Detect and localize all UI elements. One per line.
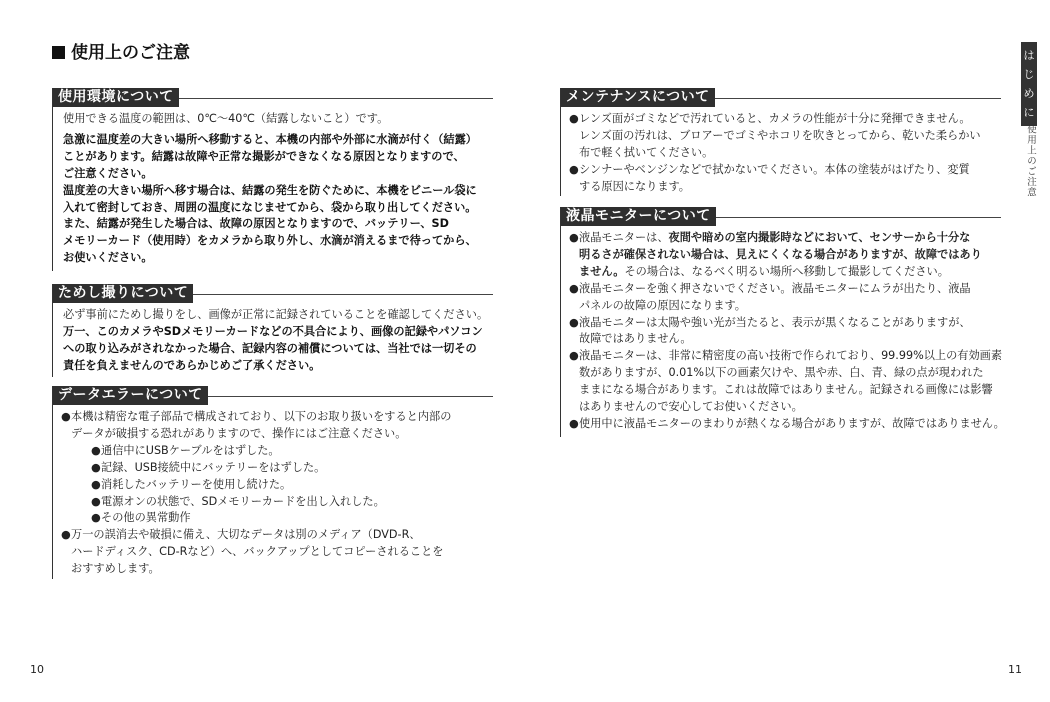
bullet-text-bold: ません。 (579, 264, 625, 278)
bullet-item (53, 527, 493, 544)
bullet-icon: ● (569, 315, 579, 329)
section-heading: メンテナンスについて (561, 88, 715, 107)
bullet-icon: ● (91, 511, 101, 525)
side-section-label: 使用上のご注意 (1025, 124, 1036, 198)
bullet-item (53, 409, 493, 426)
section-data-error (52, 386, 493, 579)
bullet-text: 記録、USB接続中にバッテリーをはずした。 (101, 460, 326, 474)
bullet-continuation: データが破損する恐れがありますので、操作にはご注意ください。 (71, 426, 407, 440)
bullet-continuation: 布で軽く拭いてください。 (579, 145, 714, 159)
sub-bullet-item (53, 477, 493, 494)
bullet-text: 通信中にUSBケーブルをはずした。 (101, 443, 280, 457)
bullet-text: 液晶モニターは、 (579, 231, 669, 244)
bullet-item (561, 111, 1001, 128)
chapter-tab-char: に (1023, 106, 1035, 119)
bullet-icon: ● (91, 460, 101, 474)
sub-bullet-item (53, 494, 493, 511)
bullet-continuation: する原因になります。 (579, 179, 690, 193)
bullet-icon: ● (61, 528, 71, 542)
bullet-text: 万一の誤消去や破損に備え、大切なデータは別のメディア（DVD-R、 (71, 528, 421, 542)
section-lcd-monitor (560, 207, 1005, 437)
chapter-tab-char: じ (1023, 68, 1035, 81)
sub-bullet-item (53, 510, 493, 527)
bullet-text: 液晶モニターは、非常に精密度の高い技術で作られており、99.99%以上の有効画素 (579, 349, 1003, 363)
text-line: への取り込みがされなかった場合、記録内容の補償については、当社では一切その (63, 341, 477, 355)
bullet-text-bold: 明るさが確保されない場合は、見えにくくなる場合がありますが、故障ではあり (579, 247, 982, 261)
bullet-text: 使用中に液晶モニターのまわりが熱くなる場合がありますが、故障ではありません。 (579, 416, 1005, 430)
section-test-shot (52, 284, 493, 377)
bullet-text: シンナーやベンジンなどで拭かないでください。本体の塗装がはげたり、変質 (579, 162, 970, 176)
bullet-continuation: 故障ではありません。 (579, 332, 692, 346)
page-number-right: 11 (1008, 663, 1022, 676)
bullet-continuation: 数がありますが、0.01%以下の画素欠けや、黒や赤、白、青、緑の点が現われた (579, 366, 984, 380)
bullet-continuation: パネルの故障の原因になります。 (579, 298, 746, 312)
text-line: 温度差の大きい場所へ移す場合は、結露の発生を防ぐために、本機をビニール袋に (63, 183, 477, 197)
bullet-item (561, 348, 1001, 365)
bullet-continuation (561, 264, 1001, 281)
bullet-text: レンズ面がゴミなどで汚れていると、カメラの性能が十分に発揮できません。 (579, 112, 971, 125)
text-line: お使いください。 (63, 251, 153, 265)
bullet-text: その場合は、なるべく明るい場所へ移動して撮影してください。 (624, 264, 949, 278)
bullet-text: 液晶モニターを強く押さないでください。液晶モニターにムラが出たり、液晶 (579, 281, 971, 295)
text-line: メモリーカード（使用時）をカメラから取り外し、水滴が消えるまで待ってから、 (63, 234, 477, 248)
bullet-continuation: はありませんので安心してお使いください。 (579, 400, 803, 414)
section-heading: 使用環境について (53, 88, 179, 107)
bullet-text: 電源オンの状態で、SDメモリーカードを出し入れした。 (101, 494, 385, 508)
bullet-icon: ● (61, 410, 71, 423)
bullet-icon: ● (569, 112, 579, 125)
sub-bullet-item (53, 460, 493, 477)
page-number-left: 10 (30, 663, 44, 676)
section-environment (52, 88, 493, 271)
bullet-continuation: おすすめします。 (71, 562, 160, 576)
text-line: 必ず事前にためし撮りをし、画像が正常に記録されていることを確認してください。 (63, 308, 489, 321)
bullet-icon: ● (91, 477, 101, 491)
section-heading: 液晶モニターについて (561, 207, 716, 226)
section-heading: データエラーについて (53, 386, 208, 405)
text-line: ご注意ください。 (63, 166, 153, 180)
sub-bullet-item (53, 443, 493, 460)
bullet-continuation (561, 247, 1001, 264)
bullet-continuation: レンズ面の汚れは、ブロアーでゴミやホコリを吹きとってから、乾いた柔らかい (579, 128, 981, 142)
chapter-tab-char: は (1023, 49, 1035, 62)
bullet-item (561, 162, 1001, 179)
text-line: 急激に温度差の大きい場所へ移動すると、本機の内部や外部に水滴が付く（結露） (63, 132, 477, 146)
page-title-text: 使用上のご注意 (71, 43, 190, 63)
bullet-continuation: ハードディスク、CD-Rなど）へ、バックアップとしてコピーされることを (71, 545, 444, 559)
bullet-icon: ● (569, 162, 579, 176)
bullet-text: 液晶モニターは太陽や強い光が当たると、表示が黒くなることがありますが、 (579, 315, 971, 329)
bullet-icon: ● (569, 281, 579, 295)
bullet-item (561, 230, 1001, 247)
bullet-text: 消耗したバッテリーを使用し続けた。 (101, 477, 292, 491)
square-bullet-icon (52, 46, 65, 59)
bullet-icon: ● (569, 231, 579, 244)
bullet-continuation: ままになる場合があります。これは故障ではありません。記録される画像には影響 (579, 383, 993, 397)
bullet-icon: ● (569, 416, 579, 430)
bullet-item (561, 315, 1001, 332)
text-line: ことがあります。結露は故障や正常な撮影ができなくなる原因となりますので、 (63, 149, 465, 163)
bullet-icon: ● (91, 494, 101, 508)
bullet-text-bold: 夜間や暗めの室内撮影時などにおいて、センサーから十分な (668, 231, 971, 244)
text-line: また、結露が発生した場合は、故障の原因となりますので、バッテリー、SD (63, 217, 449, 231)
bullet-icon: ● (569, 349, 579, 363)
section-heading: ためし撮りについて (53, 284, 193, 303)
text-line: 責任を負えませんのであらかじめご了承ください。 (63, 358, 321, 372)
text-line: 使用できる温度の範囲は、0℃〜40℃（結露しないこと）です。 (63, 112, 389, 125)
section-maintenance (560, 88, 1001, 196)
bullet-icon: ● (91, 443, 101, 457)
chapter-tab-char: め (1023, 87, 1035, 100)
text-line: 万一、このカメラやSDメモリーカードなどの不具合により、画像の記録やパソコン (63, 324, 483, 338)
text-line: 入れて密封しておき、周囲の温度になじませてから、袋から取り出してください。 (63, 200, 477, 214)
bullet-text: 本機は精密な電子部品で構成されており、以下のお取り扱いをすると内部の (71, 410, 452, 423)
bullet-item (561, 416, 1005, 433)
bullet-item (561, 281, 1001, 298)
bullet-text: その他の異常動作 (101, 511, 191, 525)
chapter-tab (1021, 42, 1037, 126)
page-title (52, 38, 190, 63)
